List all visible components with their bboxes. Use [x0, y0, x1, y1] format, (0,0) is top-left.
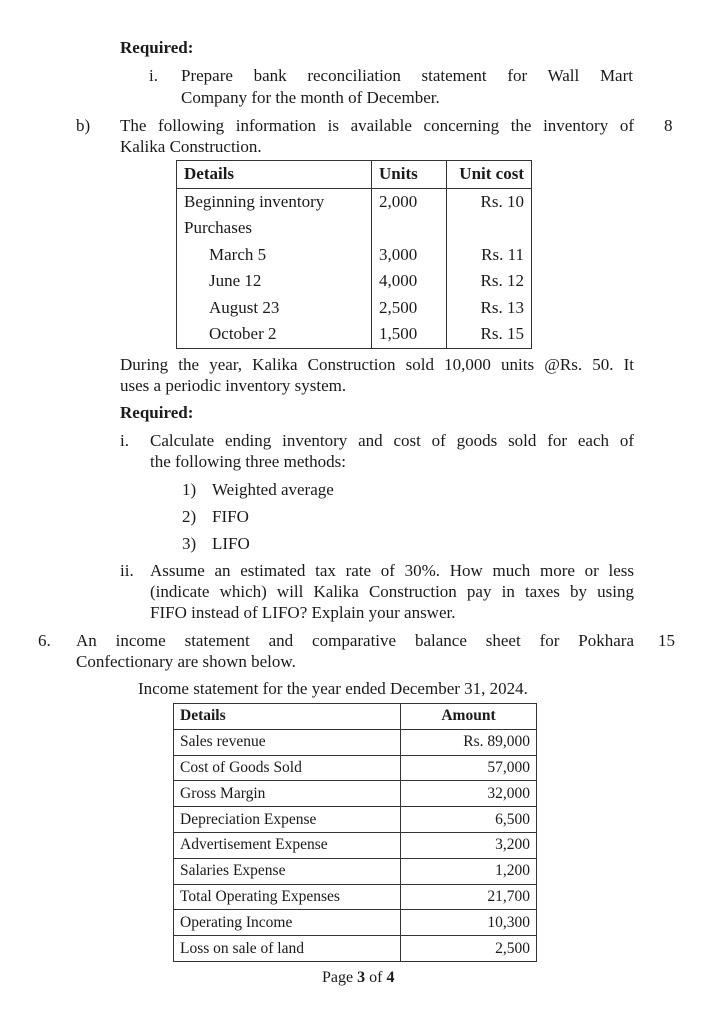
table-row	[174, 807, 537, 833]
item-marker: i.	[120, 431, 129, 450]
cell-details: October 2	[177, 321, 372, 348]
total-pages: 4	[386, 969, 395, 986]
method-marker: 2)	[182, 507, 197, 526]
cell-details: Beginning inventory	[177, 188, 372, 215]
cell-cost: Rs. 11	[481, 244, 524, 264]
cell-details: August 23	[177, 295, 372, 322]
column-header: Details	[177, 161, 372, 189]
item-text: Assume an estimated tax rate of 30%. How much more or less	[150, 561, 634, 580]
current-page: 3	[357, 969, 366, 986]
table-row	[177, 242, 532, 269]
table-row	[174, 832, 537, 858]
required-heading-a: Required:	[120, 38, 194, 57]
item-text: the following three methods:	[150, 452, 346, 471]
question-text: The following information is available concerning the inventory of	[120, 116, 634, 135]
cell-amount: 2,500	[401, 936, 537, 962]
paragraph: During the year, Kalika Construction sold 10,000 units @Rs. 50. It	[120, 355, 634, 374]
marks: 15	[658, 631, 675, 650]
table-row	[174, 884, 537, 910]
cell-cost: Rs. 13	[480, 297, 524, 317]
cell-units: 2,000	[372, 188, 447, 215]
cell-units: 3,000	[372, 242, 447, 269]
table-header-row	[174, 704, 537, 730]
cell-details: Gross Margin	[174, 781, 401, 807]
table-row	[174, 858, 537, 884]
income-statement-table	[173, 703, 537, 962]
cell-units: 4,000	[372, 268, 447, 295]
of-word: of	[369, 969, 383, 986]
column-header: Details	[174, 704, 401, 730]
question-label: b)	[76, 116, 91, 135]
cell-details: Depreciation Expense	[174, 807, 401, 833]
question-text: Confectionary are shown below.	[76, 652, 296, 671]
column-header: Unit cost	[447, 161, 532, 189]
item-text: Prepare bank reconciliation statement for Wall Mart	[181, 66, 633, 85]
item-marker: i.	[149, 66, 158, 85]
cell-amount: 21,700	[401, 884, 537, 910]
cell-details: March 5	[177, 242, 372, 269]
question-text: Kalika Construction.	[120, 137, 262, 156]
column-header: Units	[372, 161, 447, 189]
table-caption: Income statement for the year ended December 31, 2024.	[138, 679, 528, 698]
cell-amount: 6,500	[401, 807, 537, 833]
table-header-row	[177, 161, 532, 189]
table-row	[174, 781, 537, 807]
cell-cost	[447, 215, 532, 242]
marks: 8	[664, 116, 673, 135]
cell-details: Loss on sale of land	[174, 936, 401, 962]
cell-amount: 1,200	[401, 858, 537, 884]
page-word: Page	[322, 969, 354, 986]
cell-details: Sales revenue	[174, 729, 401, 755]
question-text: An income statement and comparative balance sheet for Pokhara	[76, 631, 634, 650]
table-row	[177, 268, 532, 295]
cell-units: 2,500	[372, 295, 447, 322]
inventory-table	[176, 160, 532, 349]
cell-amount: 10,300	[401, 910, 537, 936]
column-header: Amount	[401, 704, 537, 730]
item-text: Calculate ending inventory and cost of goods sold for each of	[150, 431, 634, 450]
cell-details: Salaries Expense	[174, 858, 401, 884]
cell-amount: 57,000	[401, 755, 537, 781]
method-marker: 1)	[182, 480, 197, 499]
cell-details: Cost of Goods Sold	[174, 755, 401, 781]
table-row	[174, 936, 537, 962]
method-label: Weighted average	[212, 480, 334, 499]
cell-amount: Rs. 89,000	[401, 729, 537, 755]
table-row	[177, 188, 532, 215]
item-text: Company for the month of December.	[181, 88, 440, 107]
required-heading-b: Required:	[120, 403, 194, 422]
cell-details: Operating Income	[174, 910, 401, 936]
method-marker: 3)	[182, 534, 197, 553]
cell-units: 1,500	[372, 321, 447, 348]
item-text: FIFO instead of LIFO? Explain your answer.	[150, 603, 456, 622]
table-row	[177, 295, 532, 322]
cell-details: Advertisement Expense	[174, 832, 401, 858]
cell-details: Total Operating Expenses	[174, 884, 401, 910]
cell-amount: 3,200	[401, 832, 537, 858]
item-marker: ii.	[120, 561, 134, 580]
cell-amount: 32,000	[401, 781, 537, 807]
table-row	[177, 321, 532, 348]
cell-details: Purchases	[177, 215, 372, 242]
cell-cost: Rs. 10	[480, 191, 524, 211]
item-text: (indicate which) will Kalika Construction pay in taxes by using	[150, 582, 634, 601]
cell-cost: Rs. 12	[480, 271, 524, 291]
method-label: LIFO	[212, 534, 250, 553]
table-row	[177, 215, 532, 242]
table-row	[174, 729, 537, 755]
table-row	[174, 755, 537, 781]
page-footer	[322, 968, 394, 988]
table-row	[174, 910, 537, 936]
question-number: 6.	[38, 631, 51, 650]
cell-cost: Rs. 15	[480, 324, 524, 344]
method-label: FIFO	[212, 507, 249, 526]
paragraph: uses a periodic inventory system.	[120, 376, 347, 395]
cell-units	[372, 215, 447, 242]
cell-details: June 12	[177, 268, 372, 295]
